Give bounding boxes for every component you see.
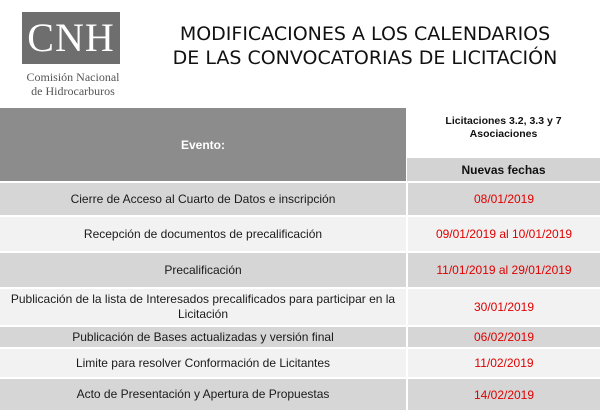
page-title-line2: DE LAS CONVOCATORIAS DE LICITACIÓN xyxy=(172,47,558,69)
logo-caption xyxy=(8,70,138,98)
page-title-line1: MODIFICACIONES A LOS CALENDARIOS xyxy=(179,23,551,45)
header-licitaciones-line2: Asociaciones xyxy=(469,128,538,140)
row-evento: Recepción de documentos de precalificación xyxy=(0,217,406,251)
logo-caption-line2: de Hidrocarburos xyxy=(31,84,115,98)
table-row xyxy=(0,251,600,287)
table-row xyxy=(0,215,600,251)
row-evento: Cierre de Acceso al Cuarto de Datos e inscripción xyxy=(0,183,406,215)
header-evento: Evento: xyxy=(0,108,406,181)
table-row xyxy=(0,325,600,347)
page-title xyxy=(150,22,580,70)
cnh-logo xyxy=(8,10,138,100)
row-evento: Precalificación xyxy=(0,253,406,287)
row-fecha: 11/01/2019 al 29/01/2019 xyxy=(406,253,600,287)
table-row xyxy=(0,287,600,325)
header-right xyxy=(406,108,600,181)
table-row xyxy=(0,347,600,377)
row-fecha: 14/02/2019 xyxy=(406,379,600,410)
row-evento: Publicación de la lista de Interesados precalificados para participar en la Licitación xyxy=(0,289,406,325)
calendar-table xyxy=(0,108,600,410)
row-evento: Publicación de Bases actualizadas y versión final xyxy=(0,327,406,347)
logo-caption-line1: Comisión Nacional xyxy=(26,70,120,84)
row-evento: Limite para resolver Conformación de Licitantes xyxy=(0,349,406,377)
row-evento: Acto de Presentación y Apertura de Propuestas xyxy=(0,379,406,410)
row-fecha: 08/01/2019 xyxy=(406,183,600,215)
header-nuevas-fechas: Nuevas fechas xyxy=(407,158,600,181)
header-licitaciones xyxy=(407,108,600,158)
table-header xyxy=(0,108,600,181)
logo-mark: CNH xyxy=(22,12,120,64)
row-fecha: 06/02/2019 xyxy=(406,327,600,347)
header-licitaciones-line1: Licitaciones 3.2, 3.3 y 7 xyxy=(445,115,562,127)
table-row xyxy=(0,181,600,215)
row-fecha: 11/02/2019 xyxy=(406,349,600,377)
row-fecha: 09/01/2019 al 10/01/2019 xyxy=(406,217,600,251)
row-fecha: 30/01/2019 xyxy=(406,289,600,325)
table-row xyxy=(0,377,600,410)
